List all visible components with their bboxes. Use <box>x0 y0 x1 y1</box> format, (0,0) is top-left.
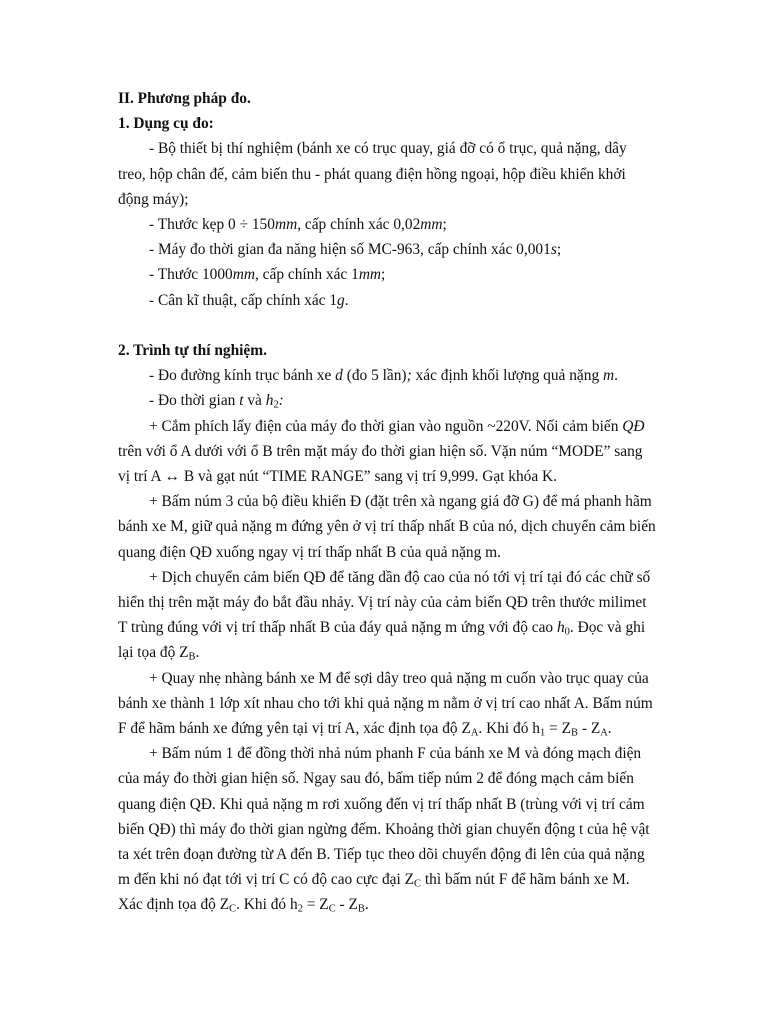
text-run: : <box>278 392 284 410</box>
subscript: B <box>188 652 196 664</box>
procedure-step-2 <box>118 388 658 413</box>
subscript: 0 <box>564 626 570 638</box>
unit-mm: mm <box>274 216 298 234</box>
symbol-m: m <box>603 367 615 385</box>
text-run: ; <box>442 216 447 234</box>
symbol-qd: QĐ <box>622 417 645 435</box>
unit-g: g <box>337 291 345 309</box>
subscript: B <box>357 904 365 916</box>
subscript: A <box>470 727 479 739</box>
subscript: 2 <box>297 904 303 916</box>
text-run: - Cân kĩ thuật, cấp chính xác 1 <box>149 291 338 309</box>
text-run: xác định khối lượng quả nặng <box>411 367 604 385</box>
equipment-item-3 <box>118 237 658 262</box>
procedure-paragraph-2: + Bấm núm 3 của bộ điều khiển Đ (đặt trên xà ngang giá đỡ G) để má phanh hãm bánh xe M, giữ quả nặng m đứng yên ở vị trí thấp nhất B của nó, dịch chuyển cảm biến quang điện QĐ xuống ngay vị trí thấp nhất B của quả nặng m. <box>118 493 656 561</box>
subsection-title-procedure: 2. Trình tự thí nghiệm. <box>118 342 267 360</box>
document-body <box>118 86 658 918</box>
text-run: = Z <box>545 720 572 738</box>
text-run: + Bấm núm 1 để đồng thời nhả núm phanh F của bánh xe M và đóng mạch điện của máy đo thời gian hiện số. Ngay sau đó, bấm tiếp núm 2 để đóng mạch cảm biến quang điện QĐ. Khi quả nặng m rơi xuống đến vị trí thấp nhất B (trùng với vị trí cảm biến QĐ) thì máy đo thời gian ngừng đếm. Khoảng thời gian chuyển động t của hệ vật ta xét trên đoạn đường từ A đến B. Tiếp tục theo dõi chuyển động đi lên của quả nặng m đến khi nó đạt tới vị trí C có độ cao cực đại Z <box>118 745 650 889</box>
text-run: - Z <box>335 896 358 914</box>
equipment-item-4 <box>118 262 658 287</box>
text-run: - Z <box>578 720 601 738</box>
text-run: , cấp chính xác 1 <box>254 266 359 284</box>
unit-mm: mm <box>420 216 443 234</box>
text-run: . Khi đó h <box>236 896 298 914</box>
spacer <box>118 313 658 338</box>
text-run: . Khi đó h <box>478 720 540 738</box>
text-run: - Đo đường kính trục bánh xe <box>149 367 336 385</box>
symbol-d: d <box>335 367 343 385</box>
subscript: C <box>414 878 421 890</box>
text-run: . <box>614 367 618 385</box>
text-run: thì bấm nút F để hãm bánh xe M. Xác định tọa độ Z <box>118 871 630 914</box>
text-run: . <box>344 291 349 309</box>
text-run: ; <box>381 266 386 284</box>
subscript: 2 <box>273 400 279 412</box>
text-run: . <box>195 644 200 662</box>
text-run: - Thước kẹp 0 ÷ 150 <box>149 216 275 234</box>
subscript: C <box>328 904 336 916</box>
procedure-paragraph-3 <box>118 565 658 666</box>
text-run: + Dịch chuyển cảm biến QĐ để tăng dần độ cao của nó tới vị trí tại đó các chữ số hiển thị trên mặt máy đo bắt đầu nhảy. Vị trí này của cảm biến QĐ trên thước milimet T trùng đúng với vị trí thấp nhất B của đáy quả nặng m ứng với độ cao <box>118 568 651 637</box>
unit-mm: mm <box>358 266 382 284</box>
text-run: ; <box>556 241 562 259</box>
text-run: - Thước 1000 <box>149 266 233 284</box>
subscript: C <box>229 904 237 916</box>
text-run: + Quay nhẹ nhàng bánh xe M để sợi dây treo quả nặng m cuốn vào trục quay của bánh xe thành 1 lớp xít nhau cho tới khi quả nặng m nằm ở vị trí cao nhất A. Bấm núm F để hãm bánh xe đứng yên tại vị trí A, xác định tọa độ Z <box>118 669 653 738</box>
symbol-h: h <box>556 619 565 637</box>
text-run: ; <box>406 367 412 385</box>
text-run: - Máy đo thời gian đa năng hiện số MC-963, cấp chính xác 0,001 <box>149 241 551 259</box>
section-title: II. Phương pháp đo. <box>118 90 251 107</box>
subsection-title-equipment: 1. Dụng cụ đo: <box>118 115 214 133</box>
equipment-item-2 <box>118 212 658 237</box>
symbol-h: h <box>265 392 274 410</box>
equipment-item-1: - Bộ thiết bị thí nghiệm (bánh xe có trục quay, giá đỡ có ổ trục, quả nặng, dây treo, hộp chân đế, cảm biến thu - phát quang điện hồng ngoại, hộp điều khiển khởi động máy); <box>118 140 627 208</box>
symbol-t: t <box>239 392 244 410</box>
procedure-paragraph-5 <box>118 741 658 917</box>
procedure-paragraph-4 <box>118 666 658 742</box>
text-run: . <box>607 720 612 738</box>
text-run: trên với ổ A dưới với ổ B trên mặt máy đo thời gian hiện số. Vặn núm “MODE” sang vị trí A ↔ B và gạt nút “TIME RANGE” sang vị trí 9,999. Gạt khóa K. <box>118 442 643 486</box>
subscript: A <box>600 727 608 739</box>
procedure-step-1 <box>118 363 658 388</box>
text-run: . <box>364 896 369 914</box>
text-run: . Đọc và ghi lại tọa độ Z <box>118 619 646 662</box>
text-run: và <box>243 392 266 410</box>
unit-mm: mm <box>232 266 255 284</box>
subscript: 1 <box>540 727 546 739</box>
text-run: - Đo thời gian <box>149 392 240 410</box>
unit-s: s <box>550 241 557 259</box>
equipment-item-5 <box>118 288 658 313</box>
text-run: = Z <box>302 896 329 914</box>
text-run: + Cắm phích lấy điện của máy đo thời gian vào nguồn ~220V. Nối cảm biến <box>149 417 623 435</box>
procedure-paragraph-1 <box>118 414 658 490</box>
subscript: B <box>571 727 578 739</box>
text-run: , cấp chính xác 0,02 <box>297 216 421 234</box>
text-run: (đo 5 lần) <box>342 367 407 385</box>
